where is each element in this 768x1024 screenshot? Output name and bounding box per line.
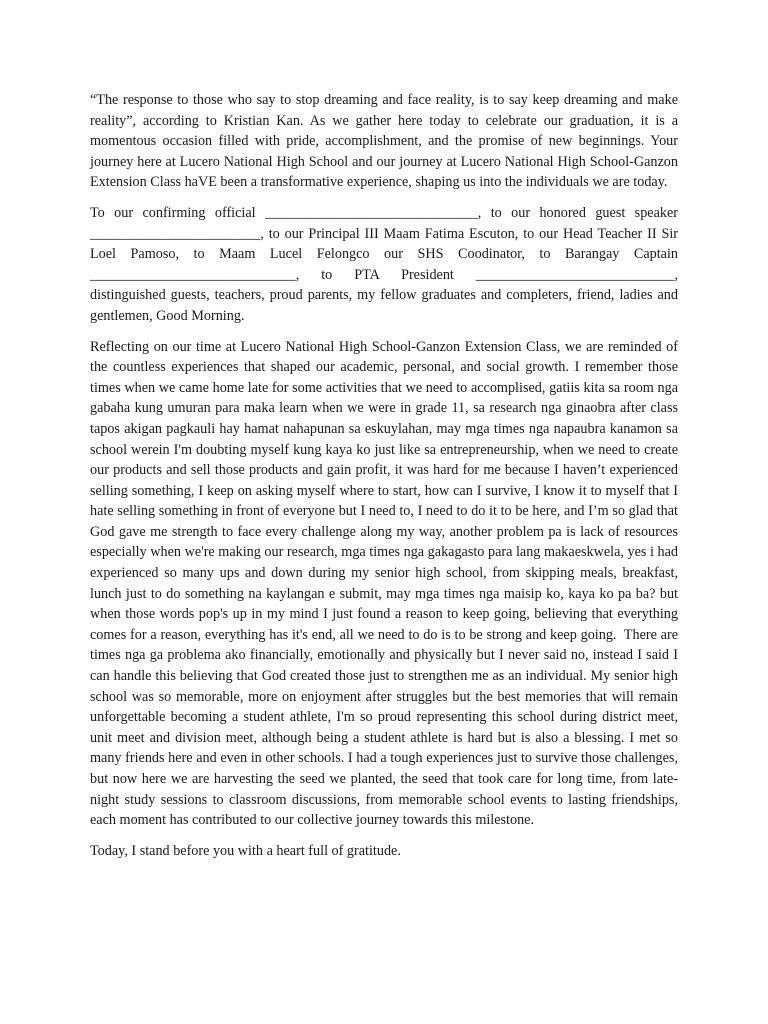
paragraph-gratitude: Today, I stand before you with a heart full of gratitude. xyxy=(90,842,401,859)
paragraph-opening-quote: “The response to those who say to stop dreaming and face reality, is to say keep dreaming and make reality”, according to Kristian Kan. As we gather here today to celebrate our graduation, it is a momentous occasion filled with pride, accomplishment, and the promise of new beginnings. Your journey here at Lucero National High School and our journey at Lucero National High School-Ganzon Extension Class haVE been a transformative experience, shaping us into the individuals we are today. xyxy=(90,92,682,191)
paragraph-reflection: Reflecting on our time at Lucero National High School-Ganzon Extension Class, we are reminded of the countless experiences that shaped our academic, personal, and social growth. I remember those times when we came home late for some activities that we need to accomplised, gatiis kita sa room nga gabaha kung umuran para maka learn when we were in grade 11, sa research nga ginaobra after class tapos akigan pagkauli hay hamat nahapunan sa eskuylahan, may mga times nga napaubra kanamon sa school werein I'm doubting myself kung kaya ko just like sa entrepreneurship, when we need to create our products and sell those products and gain profit, it was hard for me because I haven’t experienced selling something, I keep on asking myself where to start, how can I survive, I know it to myself that I hate selling something in front of everyone but I need to, I need to do it to be here, and I’m so glad that God gave me strength to face every challenge along my way, another problem pa is lack of resources especially when we're making our research, mga times nga gakagasto para lang makaeskwela, yes i had experienced so many ups and down during my senior high school, from skipping meals, breakfast, lunch just to do something na kaylangan e submit, may mga times nga maisip ko, kaya ko pa ba? but when those words pop's up in my mind I just found a reason to keep going, believing that everything comes for a reason, everything has it's end, all we need to do is to be strong and keep going. There are times nga ga problema ako financially, emotionally and physically but I never said no, instead I said I can handle this believing that God created those just to strengthen me as an individual. My senior high school was so memorable, more on enjoyment after struggles but the best memories that will remain unforgettable becoming a student athlete, I'm so proud representing this school during district meet, unit meet and division meet, although being a student athlete is hard but is also a blessing. I met so many friends here and even in other schools. I had a tough experiences just to survive those challenges, but now here we are harvesting the seed we planted, the seed that took care for long time, from late-night study sessions to classroom discussions, from memorable school events to lasting friendships, each moment has contributed to our collective journey towards this milestone. xyxy=(90,338,686,829)
document-page xyxy=(90,90,686,871)
paragraph-acknowledgements: To our confirming official ______________________________, to our honored guest speaker ________________________, to our Principal III Maam Fatima Escuton, to our Head Teacher II Sir Loel Pamoso, to Maam Lucel Felongco our SHS Coodinator, to Barangay Captain _____________________________, to PTA President ____________________________, distinguished guests, teachers, proud parents, my fellow graduates and completers, friend, ladies and gentlemen, Good Morning. xyxy=(90,204,682,324)
